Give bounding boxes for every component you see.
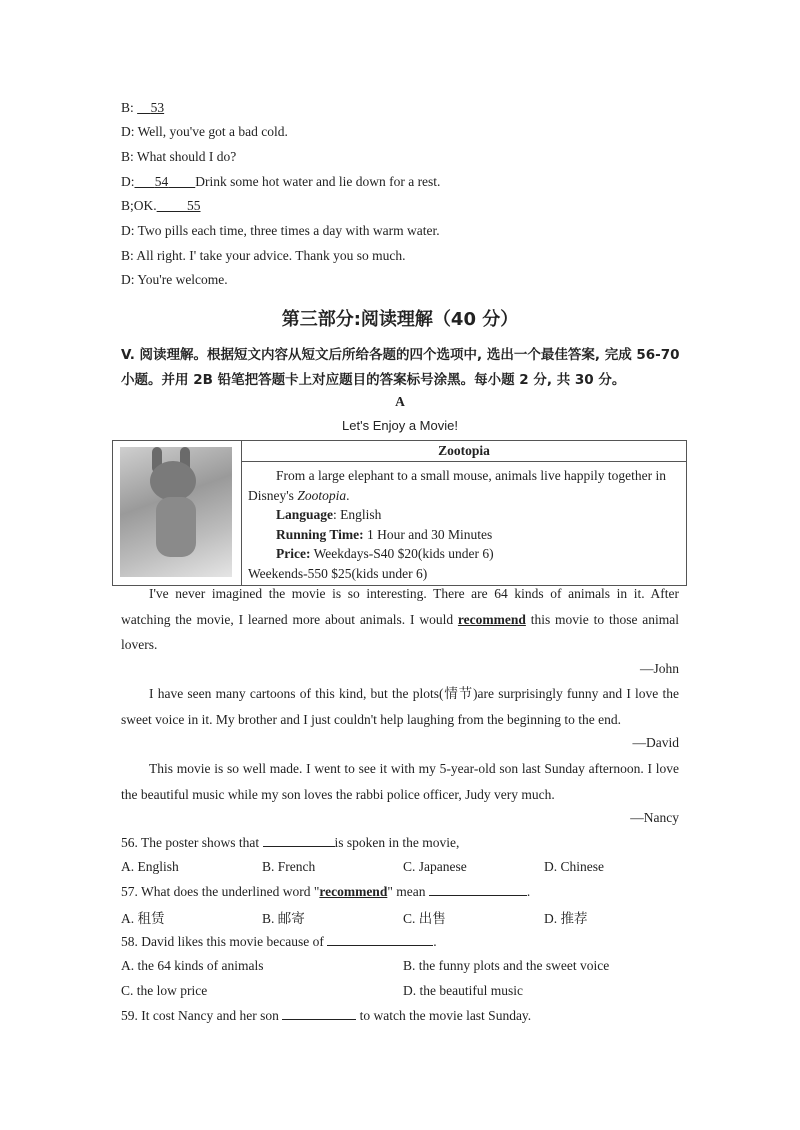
review-author: —David <box>632 735 679 750</box>
question-text: 58. David likes this movie because of <box>121 934 328 949</box>
poster-price-weekend: Weekends-550 $25(kids under 6) <box>248 565 428 581</box>
dialogue-text: Drink some hot water and lie down for a rest. <box>195 174 441 189</box>
section-title: 第三部分:阅读理解（40 分） <box>281 309 519 330</box>
question-text: 59. It cost Nancy and her son <box>121 1008 283 1023</box>
dialogue-line-55 <box>121 198 201 214</box>
option-c[interactable]: C. the low price <box>121 983 208 998</box>
option-c[interactable]: C. 出售 <box>403 911 446 926</box>
runtime-value: 1 Hour and 30 Minutes <box>363 526 493 542</box>
speaker: B: <box>121 248 134 263</box>
speaker: B: <box>121 149 134 164</box>
poster-intro <box>248 466 680 505</box>
option-a[interactable]: A. English <box>121 859 179 874</box>
speaker: D: <box>121 223 135 238</box>
underlined-word: recommend <box>319 884 388 899</box>
question-58 <box>121 933 437 950</box>
poster-price <box>248 544 680 564</box>
price-label: Price: <box>276 546 311 561</box>
dialogue-line-54 <box>121 174 440 190</box>
review-john <box>121 581 679 658</box>
poster-runtime <box>248 525 680 545</box>
question-text: " mean <box>387 884 429 899</box>
underlined-word: recommend <box>457 611 526 627</box>
question-text: to watch the movie last Sunday. <box>356 1008 532 1023</box>
blank-55 <box>157 198 201 213</box>
answer-blank[interactable] <box>327 933 433 946</box>
dialogue-text: Two pills each time, three times a day with warm water. <box>137 223 440 238</box>
option-a[interactable]: A. the 64 kinds of animals <box>121 958 264 973</box>
dialogue-text: You're welcome. <box>137 272 228 287</box>
answer-blank[interactable] <box>282 1007 356 1020</box>
question-text: 56. The poster shows that <box>121 835 263 850</box>
poster-title: Zootopia <box>242 441 687 462</box>
passage-title: Let's Enjoy a Movie! <box>342 418 458 433</box>
instructions: V. 阅读理解。根据短文内容从短文后所给各题的四个选项中, 选出一个最佳答案, 完成 56-70 小题。并用 2B 铅笔把答题卡上对应题目的答案标号涂黑。每小题 2 分, 共 30 分。 <box>121 347 680 388</box>
question-text: 57. What does the underlined word " <box>121 884 320 899</box>
runtime-label: Running Time: <box>276 526 364 542</box>
speaker: B: <box>121 100 134 115</box>
dialogue-line-53 <box>121 100 164 116</box>
poster-details <box>242 462 687 586</box>
question-56 <box>121 834 459 851</box>
blank-number: 55 <box>187 198 201 213</box>
intro-end: . <box>346 487 350 503</box>
movie-poster-table <box>112 440 687 586</box>
dialogue-line <box>121 272 228 288</box>
movie-name: Zootopia <box>297 487 347 503</box>
passage-label: A <box>395 394 405 409</box>
answer-blank[interactable] <box>263 834 335 847</box>
blank-53 <box>137 100 164 115</box>
dialogue-text: Well, you've got a bad cold. <box>137 124 288 139</box>
review-text: this movie to those animal lovers. <box>121 611 679 652</box>
zootopia-photo <box>120 447 232 577</box>
review-author: —John <box>639 661 679 676</box>
language-value: : English <box>333 507 382 522</box>
price-value: Weekdays-S40 $20(kids under 6) <box>310 546 494 561</box>
option-d[interactable]: D. Chinese <box>544 859 604 874</box>
blank-number: 53 <box>150 100 165 115</box>
poster-language <box>248 505 680 525</box>
dialogue-line <box>121 248 406 264</box>
speaker: B;OK. <box>121 198 157 213</box>
blank-number: 54 <box>154 174 169 189</box>
question-text: . <box>433 934 437 949</box>
dialogue-line <box>121 149 236 165</box>
option-a[interactable]: A. 租赁 <box>121 911 165 926</box>
dialogue-text: All right. I' take your advice. Thank you so much. <box>136 248 406 263</box>
blank-54 <box>135 174 196 189</box>
question-57 <box>121 883 530 900</box>
speaker: D: <box>121 272 135 287</box>
dialogue-line <box>121 124 288 140</box>
language-label: Language <box>276 507 334 522</box>
question-text: . <box>526 884 531 899</box>
option-d[interactable]: D. the beautiful music <box>403 983 523 998</box>
option-b[interactable]: B. the funny plots and the sweet voice <box>403 958 610 973</box>
intro-text: From a large elephant to a small mouse, animals live happily together in Disney's <box>248 468 667 503</box>
speaker: D: <box>121 124 135 139</box>
option-b[interactable]: B. 邮寄 <box>262 911 305 926</box>
option-b[interactable]: B. French <box>262 859 316 874</box>
question-text: is spoken in the movie, <box>334 835 460 850</box>
dialogue-text: What should I do? <box>136 149 237 164</box>
option-c[interactable]: C. Japanese <box>403 859 467 874</box>
question-59 <box>121 1007 531 1024</box>
dialogue-line <box>121 223 440 239</box>
speaker: D: <box>121 174 135 189</box>
poster-image <box>113 441 242 586</box>
answer-blank[interactable] <box>429 883 527 896</box>
review-text: I've never imagined the movie is so interesting. There are 64 kinds of animals in it. After watching the movie, I learned more about animals. I would <box>121 586 679 627</box>
review-david: I have seen many cartoons of this kind, but the plots(情节)are surprisingly funny and I love the sweet voice in it. My brother and I just couldn't help laughing from the beginning to the end. <box>121 686 679 727</box>
review-author: —Nancy <box>630 810 679 825</box>
option-d[interactable]: D. 推荐 <box>544 911 588 926</box>
review-nancy: This movie is so well made. I went to see it with my 5-year-old son last Sunday afternoon. I love the beautiful music while my son loves the rabbi police officer, Judy very much. <box>121 761 679 802</box>
